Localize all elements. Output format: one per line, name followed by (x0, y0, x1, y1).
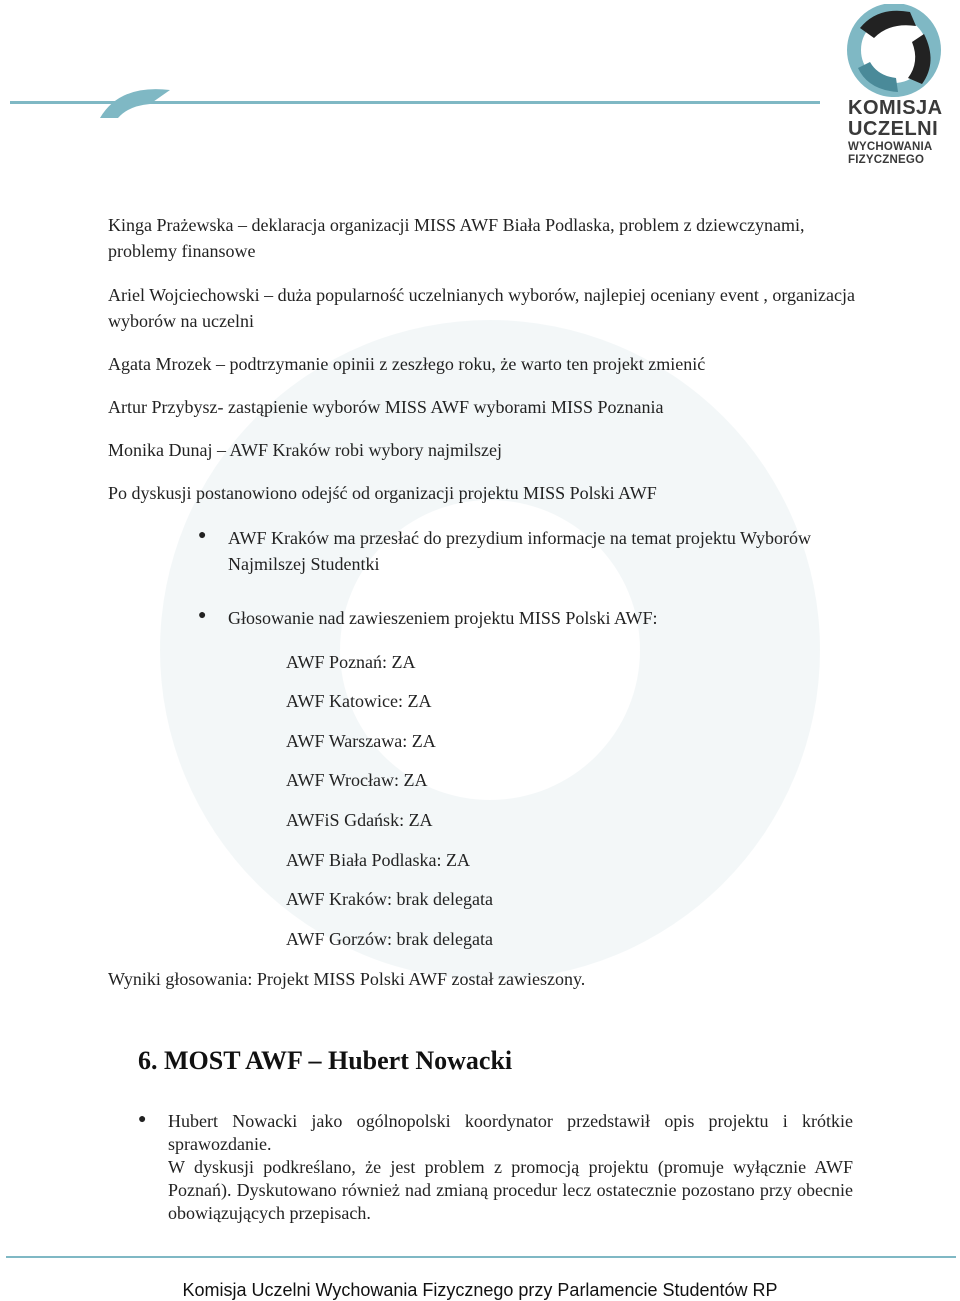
footer-divider (6, 1256, 956, 1258)
header-accent-line (0, 80, 830, 120)
paragraph: Po dyskusji postanowiono odejść od organizacji projektu MISS Polski AWF (108, 483, 657, 503)
bullet-icon: ● (198, 528, 207, 543)
vote-item: AWFiS Gdańsk: ZA (286, 810, 433, 830)
bullet-icon: ● (138, 1112, 147, 1127)
vote-item: AWF Poznań: ZA (286, 652, 416, 672)
paragraph: Ariel Wojciechowski – duża popularność uczelnianych wyborów, najlepiej oceniany event , organizacja wyborów na uczelni (108, 285, 855, 331)
paragraph: Kinga Prażewska – deklaracja organizacji MISS AWF Biała Podlaska, problem z dziewczynami, problemy finansowe (108, 215, 805, 261)
footer-text: Komisja Uczelni Wychowania Fizycznego przy Parlamencie Studentów RP (182, 1280, 778, 1300)
paragraph: Agata Mrozek – podtrzymanie opinii z zeszłego roku, że warto ten projekt zmienić (108, 354, 706, 374)
logo-line: KOMISJA (848, 97, 943, 119)
bullet-item: Głosowanie nad zawieszeniem projektu MISS Polski AWF: (228, 608, 658, 628)
logo-line: WYCHOWANIA (848, 141, 933, 153)
vote-item: AWF Warszawa: ZA (286, 731, 436, 751)
section-line: W dyskusji podkreślano, że jest problem z promocją projektu (promuje wyłącznie AWF Poznań). Dyskutowano również nad zmianą procedur lecz ostatecznie pozostano przy obecnie obowiązujących przepisach. (168, 1157, 853, 1223)
logo-line: UCZELNI (848, 118, 939, 140)
vote-item: AWF Biała Podlaska: ZA (286, 850, 471, 870)
section-line: Hubert Nowacki jako ogólnopolski koordynator przedstawił opis projektu i krótkie sprawozdanie. (168, 1111, 853, 1154)
paragraph: Artur Przybysz- zastąpienie wyborów MISS AWF wyborami MISS Poznania (108, 397, 664, 417)
logo-line: FIZYCZNEGO (848, 153, 925, 166)
vote-item: AWF Gorzów: brak delegata (286, 929, 493, 949)
vote-item: AWF Katowice: ZA (286, 691, 432, 711)
bullet-icon: ● (198, 608, 207, 623)
bullet-item: AWF Kraków ma przesłać do prezydium informacje na temat projektu Wyborów Najmilszej Studentki (228, 528, 811, 574)
section-heading: 6. MOST AWF – Hubert Nowacki (138, 1046, 513, 1075)
section-bullet-text (168, 1110, 853, 1225)
logo-text (848, 98, 943, 166)
vote-item: AWF Wrocław: ZA (286, 770, 428, 790)
vote-result: Wyniki głosowania: Projekt MISS Polski AWF został zawieszony. (108, 969, 586, 989)
paragraph: Monika Dunaj – AWF Kraków robi wybory najmilszej (108, 440, 502, 460)
vote-item: AWF Kraków: brak delegata (286, 889, 493, 909)
